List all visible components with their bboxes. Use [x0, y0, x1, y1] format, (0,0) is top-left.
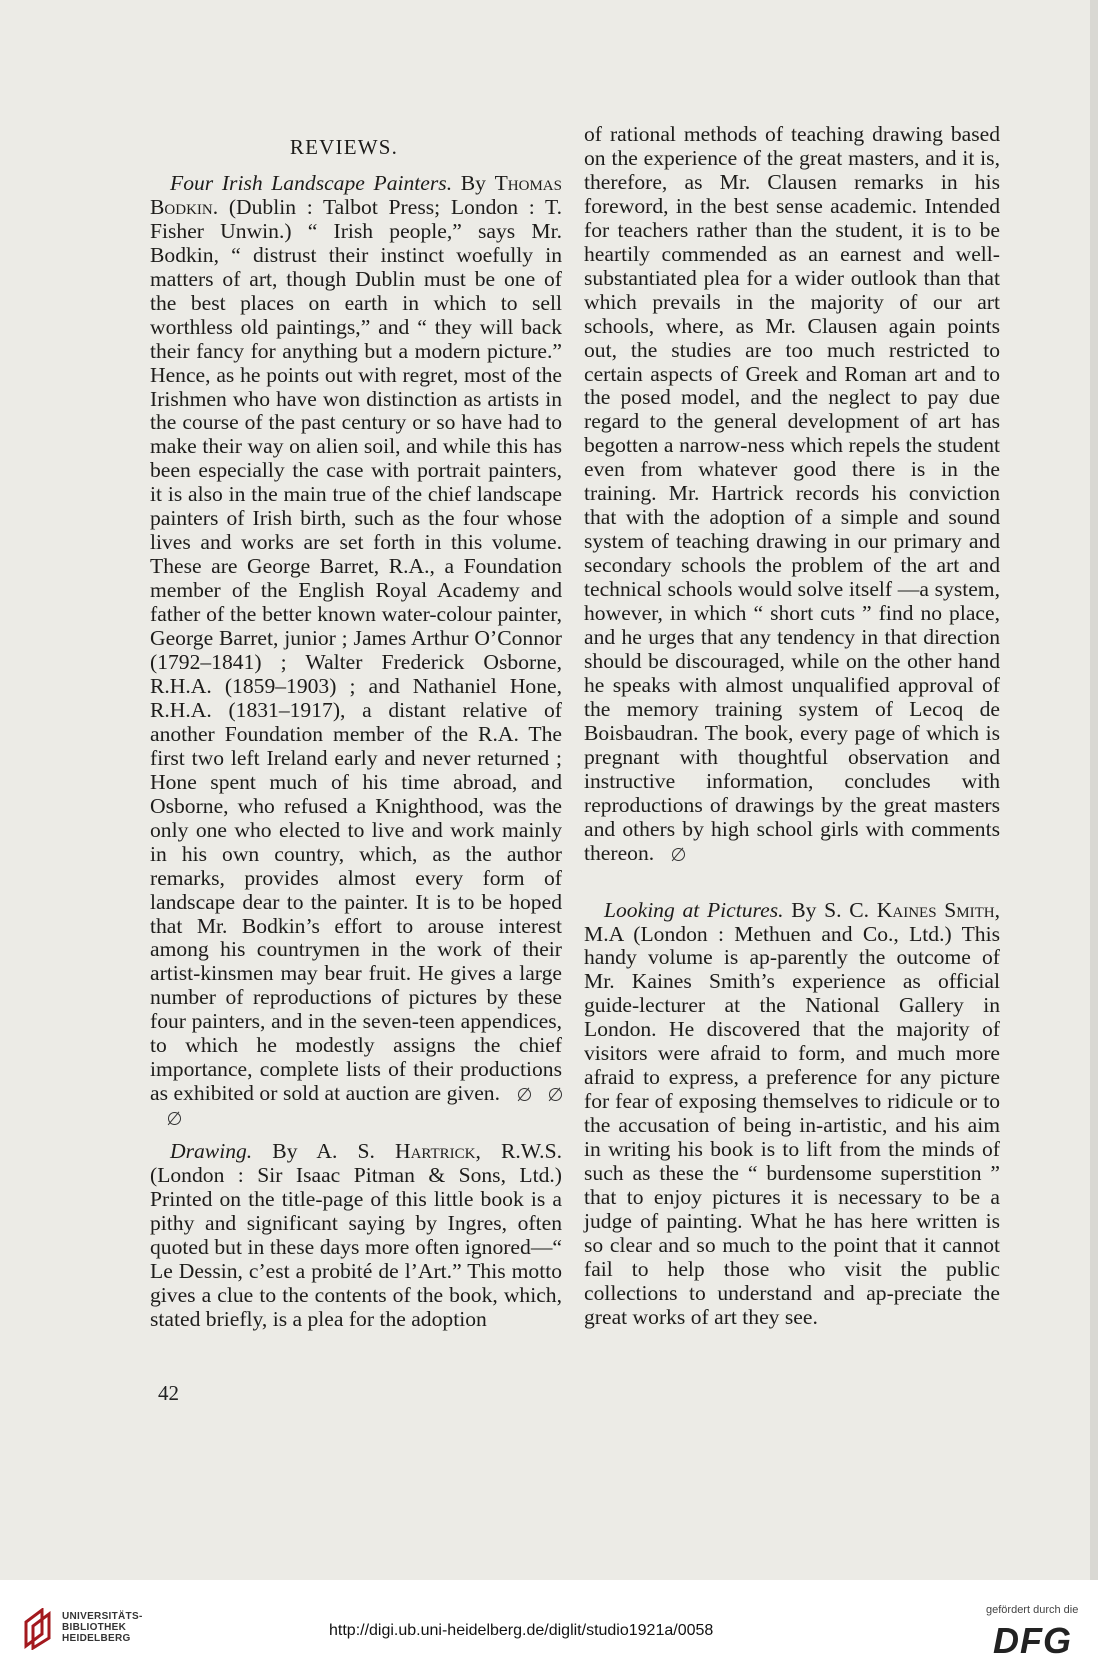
- review-body: of rational methods of teaching drawing based on the experience of the great masters, and it is, therefore, as Mr. Clausen remarks in his foreword, in the best sense academic. Intended for teachers rather than the student, it is to be heartily commended as an earnest and well-substantiated plea for a wider outlook than that which prevails in the majority of our art schools, where, as Mr. Clausen again points out, the studies are too much restricted to certain aspects of Greek and Roman art and to the posed model, and the neglect to pay due regard to the general development of art has begotten a narrow-ness which repels the student even from whatever good there is in the training. Mr. Hartrick records his conviction that with the adoption of a simple and sound system of teaching drawing in our primary and secondary schools the problem of the art and technical schools would solve itself —a system, however, in which “ short cuts ” find no place, and he urges that any tendency in that direction should be discouraged, while on the other hand he speaks with almost unqualified approval of the memory training system of Lecoq de Boisbaudran. The book, every page of which is pregnant with thoughtful observation and instructive information, concludes with reproductions of drawings by the great masters and others by high school girls with comments thereon.: [584, 122, 1000, 865]
- review-drawing: Drawing. By A. S. Hartrick, R.W.S. (London : Sir Isaac Pitman & Sons, Ltd.) Printed on the title-page of this little book is a pithy and significant saying by Ingres, often quoted but in these days more often ignored—“ Le Dessin, c’est a probité de l’Art.” This motto gives a clue to the contents of the book, which, stated briefly, is a plea for the adoption: [150, 1139, 562, 1331]
- review-title: Drawing.: [170, 1139, 253, 1164]
- review-drawing-continued: [584, 123, 1000, 866]
- dfg-logo: DFG: [993, 1620, 1072, 1661]
- funded-by-label: gefördert durch die: [986, 1604, 1079, 1616]
- review-author: Hartrick: [394, 1139, 476, 1164]
- source-url-link[interactable]: http://digi.ub.uni-heidelberg.de/diglit/studio1921a/0058: [329, 1622, 714, 1639]
- review-author: Thomas Bodkin: [150, 170, 562, 219]
- ornament-icon: [672, 848, 685, 861]
- ornament-icon: [168, 1112, 181, 1125]
- review-looking-at-pictures: Looking at Pictures. By S. C. Kaines Smith, M.A (London : Methuen and Co., Ltd.) This handy volume is ap-parently the outcome of Mr. Kaines Smith’s experience as official guide-lecturer at the National Gallery in London. He discovered that the majority of visitors were afraid to form, and much more afraid to express, a preference for any picture for fear of exposing themselves to ridicule or to the accusation of being in-artistic, and his aim in writing his book is to lift from the minds of such as these the “ burdensome superstition ” that to enjoy pictures it is necessary to be a judge of painting. What he has here written is so clear and so much to the point that it cannot fail to help those who visit the public collections to understand and ap-preciate the great works of art they see.: [584, 897, 1000, 1329]
- review-body: , R.W.S. (London : Sir Isaac Pitman & Sons, Ltd.) Printed on the title-page of this little book is a pithy and significant saying by Ingres, often quoted but in these days more often ignored—“ Le Dessin, c’est a probité de l’Art.” This motto gives a clue to the contents of the book, which, stated briefly, is a plea for the adoption: [150, 1139, 562, 1331]
- library-name: UNIVERSITÄTS- BIBLIOTHEK HEIDELBERG: [62, 1611, 143, 1644]
- page-number: 42: [158, 1381, 179, 1405]
- review-four-irish-painters: Four Irish Landscape Painters. By Thomas Bodkin. (Dublin : Talbot Press; London : T. Fisher Unwin.) “ Irish people,” says Mr. Bodkin, “ distrust their instinct woefully in matters of art, though Dublin must be one of the best places on earth in which to sell worthless old paintings,” and “ they will back their fancy for anything but a modern picture.” Hence, as he points out with regret, most of the Irishmen who have won distinction as artists in the course of the past century or so have had to make their way on alien soil, and while this has been especially the case with portrait painters, it is also in the main true of the chief landscape painters of Irish birth, such as the four whose lives and works are set forth in this volume. These are George Barret, R.A., a Foundation member of the English Royal Academy and father of the better known water-colour painter, George Barret, junior ; James Arthur O’Connor (1792–1841) ; Walter Frederick Osborne, R.H.A. (1859–1903) ; and Nathaniel Hone, R.H.A. (1831–1917), a distant relative of another Foundation member of the R.A. The first two left Ireland early and never returned ; Hone spent much of his time abroad, and Osborne, who refused a Knighthood, was the only one who elected to live and work mainly in his own country, which, as the author remarks, provides almost every form of landscape dear to the painter. It is to be hoped that Mr. Bodkin’s effort to arouse interest among his countrymen in the work of their artist-kinsmen may bear fruit. He gives a large number of reproductions of pictures by these four painters, and in the seven-teen appendices, to which he modestly assigns the chief importance, complete lists of their productions as exhibited or sold at auction are given.: [150, 172, 562, 1130]
- right-column: [584, 123, 1000, 1330]
- review-body: , M.A (London : Methuen and Co., Ltd.) This handy volume is ap-parently the outcome of Mr. Kaines Smith’s experience as official guide-lecturer at the National Gallery in London. He discovered that the majority of visitors were afraid to form, and much more afraid to express, a preference for any picture for fear of exposing themselves to ridicule or to the accusation of being in-artistic, and his aim in writing his book is to lift from the minds of such as these the “ burdensome superstition ” that to enjoy pictures it is necessary to be a judge of painting. What he has here written is so clear and so much to the point that it cannot fail to help those who visit the public collections to understand and ap-preciate the great works of art they see.: [584, 897, 1000, 1329]
- university-library-logo-icon: [22, 1608, 54, 1650]
- review-title: Looking at Pictures.: [604, 897, 784, 922]
- review-author: Kaines Smith: [876, 897, 995, 922]
- review-body: . (Dublin : Talbot Press; London : T. Fisher Unwin.) “ Irish people,” says Mr. Bodkin, “ distrust their instinct woefully in matters of art, though Dublin must be one of the best places on earth in which to sell worthless old paintings,” and “ they will back their fancy for anything but a modern picture.” Hence, as he points out with regret, most of the Irishmen who have won distinction as artists in the course of the past century or so have had to make their way on alien soil, and while this has been especially the case with portrait painters, it is also in the main true of the chief landscape painters of Irish birth, such as the four whose lives and works are set forth in this volume. These are George Barret, R.A., a Foundation member of the English Royal Academy and father of the better known water-colour painter, George Barret, junior ; James Arthur O’Connor (1792–1841) ; Walter Frederick Osborne, R.H.A. (1859–1903) ; and Nathaniel Hone, R.H.A. (1831–1917), a distant relative of another Foundation member of the R.A. The first two left Ireland early and never returned ; Hone spent much of his time abroad, and Osborne, who refused a Knighthood, was the only one who elected to live and work mainly in his own country, which, as the author remarks, provides almost every form of landscape dear to the painter. It is to be hoped that Mr. Bodkin’s effort to arouse interest among his countrymen in the work of their artist-kinsmen may bear fruit. He gives a large number of reproductions of pictures by these four painters, and in the seven-teen appendices, to which he modestly assigns the chief importance, complete lists of their productions as exhibited or sold at auction are given.: [150, 194, 562, 1106]
- digitization-footer: [0, 1580, 1109, 1674]
- ornament-icon: [518, 1088, 531, 1101]
- page-heading: REVIEWS.: [289, 135, 399, 159]
- review-title: Four Irish Landscape Painters.: [170, 170, 453, 195]
- ornament-icon: [549, 1088, 562, 1101]
- left-column: [150, 126, 562, 1332]
